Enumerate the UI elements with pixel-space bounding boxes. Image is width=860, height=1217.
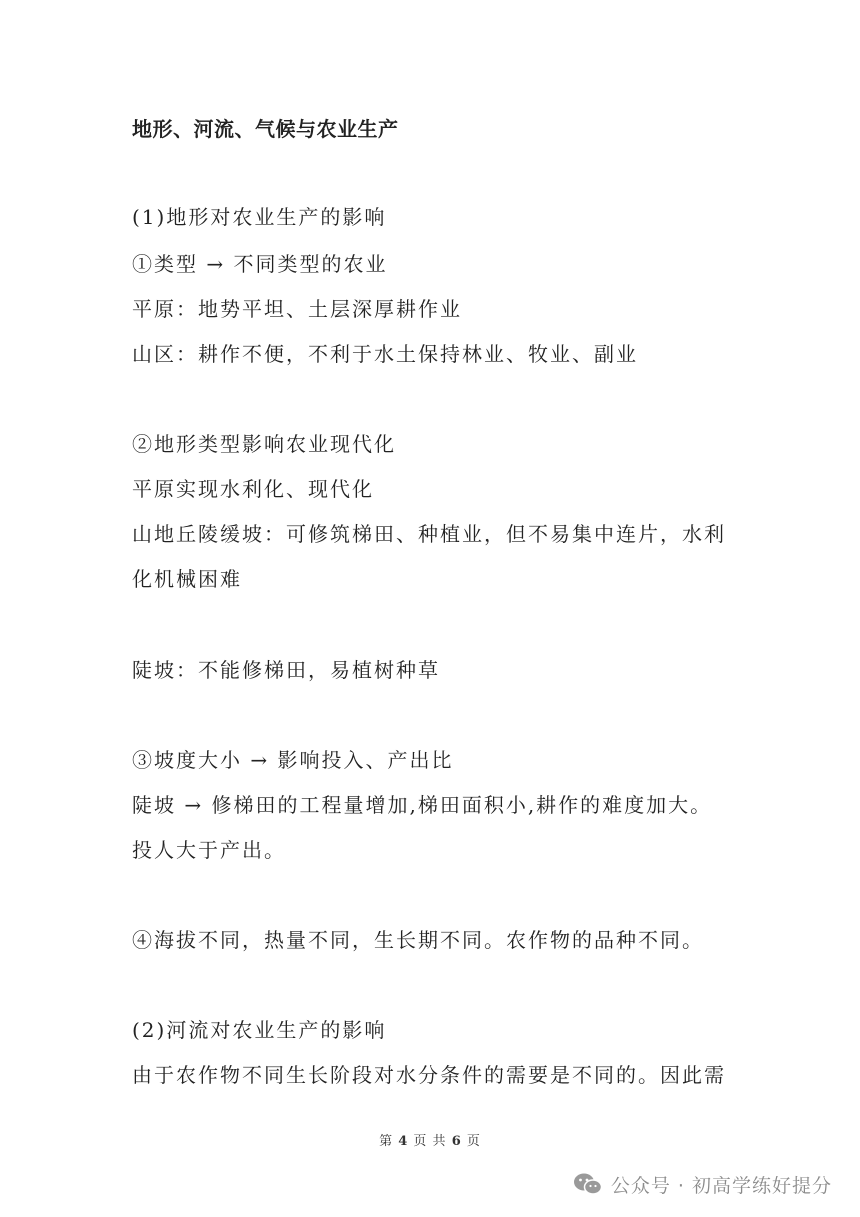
current-page-number: 4 [398,1134,409,1149]
text-line: ④海拔不同，热量不同，生长期不同。农作物的品种不同。 [132,928,704,952]
text-line: ③坡度大小 → 影响投入、产出比 [132,748,454,772]
text-line: 平原：地势平坦、土层深厚耕作业 [132,297,462,321]
text-line: 平原实现水利化、现代化 [132,477,374,501]
text-line: 山地丘陵缓坡：可修筑梯田、种植业，但不易集中连片，水利 [132,522,726,546]
page-footer [0,1130,860,1149]
text-line: ②地形类型影响农业现代化 [132,432,396,456]
section-heading-river: (2)河流对农业生产的影响 [132,1018,387,1042]
total-page-count: 6 [451,1134,462,1149]
wechat-icon [573,1172,603,1196]
section-heading-terrain: (1)地形对农业生产的影响 [132,205,387,229]
text-line: 由于农作物不同生长阶段对水分条件的需要是不同的。因此需 [132,1063,726,1087]
document-title: 地形、河流、气候与农业生产 [132,117,399,141]
watermark-text: 公众号 · 初高学练好提分 [610,1174,832,1197]
text-line: 山区：耕作不便，不利于水土保持林业、牧业、副业 [132,342,638,366]
text-line: 陡坡：不能修梯田，易植树种草 [132,658,440,682]
footer-suffix: 页 [466,1134,481,1149]
footer-prefix: 第 [379,1134,394,1149]
text-line: 投人大于产出。 [132,838,286,862]
text-line: 陡坡 → 修梯田的工程量增加,梯田面积小,耕作的难度加大。 [132,793,713,817]
text-line: 化机械困难 [132,567,242,591]
text-line: ①类型 → 不同类型的农业 [132,252,388,276]
wechat-watermark [573,1169,832,1199]
footer-middle: 页 共 [413,1134,447,1149]
